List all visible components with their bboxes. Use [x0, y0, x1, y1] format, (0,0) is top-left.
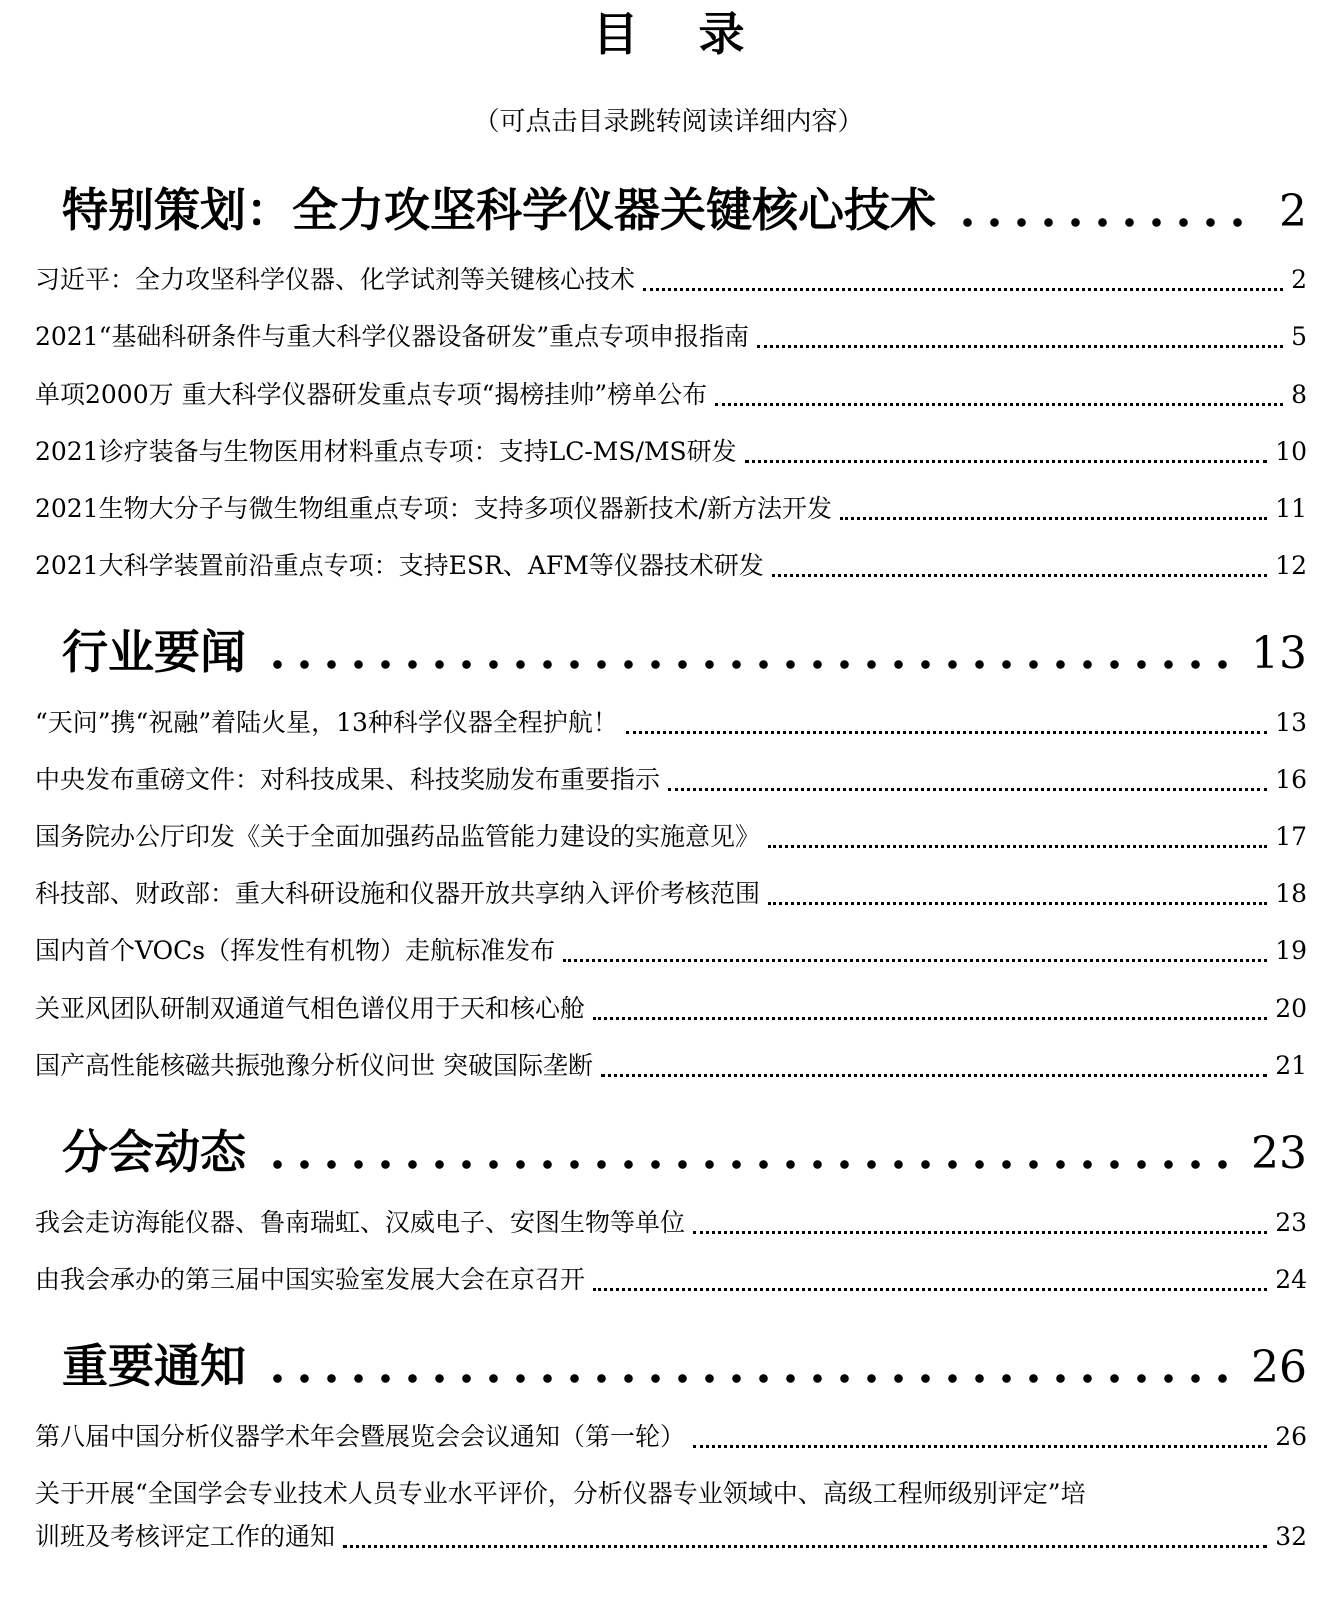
toc-entry[interactable]	[35, 1517, 1307, 1557]
entry-page-number: 5	[1291, 322, 1307, 351]
dot-leader	[745, 460, 1268, 463]
entry-title: 第八届中国分析仪器学术年会暨展览会会议通知（第一轮）	[35, 1422, 686, 1451]
entry-title: 训班及考核评定工作的通知	[35, 1522, 336, 1551]
toc-entry[interactable]	[35, 817, 1307, 857]
dot-leader	[264, 660, 1231, 669]
toc-entry[interactable]	[35, 989, 1307, 1029]
entry-title: 习近平：全力攻坚科学仪器、化学试剂等关键核心技术	[35, 265, 636, 294]
entry-page-number: 21	[1275, 1051, 1307, 1080]
section-page-number: 13	[1251, 628, 1307, 679]
dot-leader	[772, 574, 1267, 577]
dot-leader	[840, 517, 1267, 520]
dot-leader	[757, 345, 1283, 348]
dot-leader	[768, 845, 1267, 848]
page-title: 目录	[592, 7, 805, 61]
page-subtitle: （可点击目录跳转阅读详细内容）	[473, 107, 864, 137]
section-page-number: 23	[1251, 1128, 1307, 1179]
dot-leader	[264, 1374, 1231, 1383]
toc-section-important-notices[interactable]	[62, 1334, 1307, 1398]
toc-entry[interactable]	[35, 703, 1307, 743]
toc-entry[interactable]	[35, 489, 1307, 529]
entry-page-number: 32	[1275, 1522, 1307, 1551]
dot-leader	[593, 1288, 1267, 1291]
dot-leader	[264, 1160, 1231, 1169]
entry-title: 国务院办公厅印发《关于全面加强药品监管能力建设的实施意见》	[35, 822, 761, 851]
section-title: 特别策划：全力攻坚科学仪器关键核心技术	[62, 183, 936, 237]
entry-title: 科技部、财政部：重大科研设施和仪器开放共享纳入评价考核范围	[35, 879, 761, 908]
toc-entry[interactable]	[35, 874, 1307, 914]
entry-title: 国产高性能核磁共振弛豫分析仪问世 突破国际垄断	[35, 1051, 593, 1080]
entry-page-number: 17	[1275, 822, 1307, 851]
dot-leader	[668, 788, 1267, 791]
toc-entry[interactable]	[35, 1417, 1307, 1457]
entry-title: 我会走访海能仪器、鲁南瑞虹、汉威电子、安图生物等单位	[35, 1208, 686, 1237]
section-title: 分会动态	[62, 1125, 246, 1179]
toc-entry[interactable]	[35, 432, 1307, 472]
entry-title: 由我会承办的第三届中国实验室发展大会在京召开	[35, 1265, 586, 1294]
toc-section-industry-news[interactable]	[62, 620, 1307, 684]
section-title: 重要通知	[62, 1339, 246, 1393]
dot-leader	[601, 1074, 1267, 1077]
entry-page-number: 10	[1275, 437, 1307, 466]
dot-leader	[626, 731, 1267, 734]
entry-title: 国内首个VOCs（挥发性有机物）走航标准发布	[35, 936, 556, 965]
entry-page-number: 11	[1275, 494, 1307, 523]
entry-page-number: 2	[1291, 265, 1307, 294]
entry-page-number: 26	[1275, 1422, 1307, 1451]
entry-title: “天问”携“祝融”着陆火星，13种科学仪器全程护航！	[35, 708, 618, 737]
toc-entry[interactable]	[35, 260, 1307, 300]
dot-leader	[768, 902, 1267, 905]
entry-title: 2021大科学装置前沿重点专项：支持ESR、AFM等仪器技术研发	[35, 551, 764, 580]
dot-leader	[343, 1545, 1267, 1548]
entry-title: 中央发布重磅文件：对科技成果、科技奖励发布重要指示	[35, 765, 661, 794]
section-page-number: 26	[1251, 1342, 1307, 1393]
entry-page-number: 20	[1275, 994, 1307, 1023]
toc-entry-title-line1[interactable]: 关于开展“全国学会专业技术人员专业水平评价，分析仪器专业领域中、高级工程师级别评定”培	[35, 1479, 1086, 1508]
entry-page-number: 18	[1275, 879, 1307, 908]
entry-page-number: 23	[1275, 1208, 1307, 1237]
section-title: 行业要闻	[62, 625, 246, 679]
toc-entry[interactable]	[35, 1203, 1307, 1243]
toc-section-special-planning[interactable]	[62, 178, 1307, 242]
toc-entry[interactable]	[35, 546, 1307, 586]
toc-section-branch-news[interactable]	[62, 1120, 1307, 1184]
dot-leader	[693, 1231, 1267, 1234]
toc-entry[interactable]	[35, 1260, 1307, 1300]
entry-page-number: 16	[1275, 765, 1307, 794]
toc-entry[interactable]	[35, 931, 1307, 971]
entry-page-number: 8	[1291, 380, 1307, 409]
dot-leader	[693, 1445, 1267, 1448]
entry-page-number: 13	[1275, 708, 1307, 737]
dot-leader	[954, 218, 1259, 227]
section-page-number: 2	[1279, 186, 1307, 237]
entry-page-number: 19	[1275, 936, 1307, 965]
dot-leader	[563, 959, 1267, 962]
entry-page-number: 12	[1275, 551, 1307, 580]
entry-title: 单项2000万 重大科学仪器研发重点专项“揭榜挂帅”榜单公布	[35, 380, 708, 409]
dot-leader	[593, 1017, 1267, 1020]
toc-entry[interactable]	[35, 375, 1307, 415]
entry-title: 2021诊疗装备与生物医用材料重点专项：支持LC-MS/MS研发	[35, 437, 737, 466]
entry-title: 关亚风团队研制双通道气相色谱仪用于天和核心舱	[35, 994, 586, 1023]
entry-page-number: 24	[1275, 1265, 1307, 1294]
entry-title: 2021“基础科研条件与重大科学仪器设备研发”重点专项申报指南	[35, 322, 750, 351]
toc-entry[interactable]	[35, 317, 1307, 357]
toc-entry[interactable]	[35, 760, 1307, 800]
dot-leader	[715, 403, 1283, 406]
entry-title: 2021生物大分子与微生物组重点专项：支持多项仪器新技术/新方法开发	[35, 494, 833, 523]
dot-leader	[643, 288, 1283, 291]
toc-entry[interactable]	[35, 1046, 1307, 1086]
